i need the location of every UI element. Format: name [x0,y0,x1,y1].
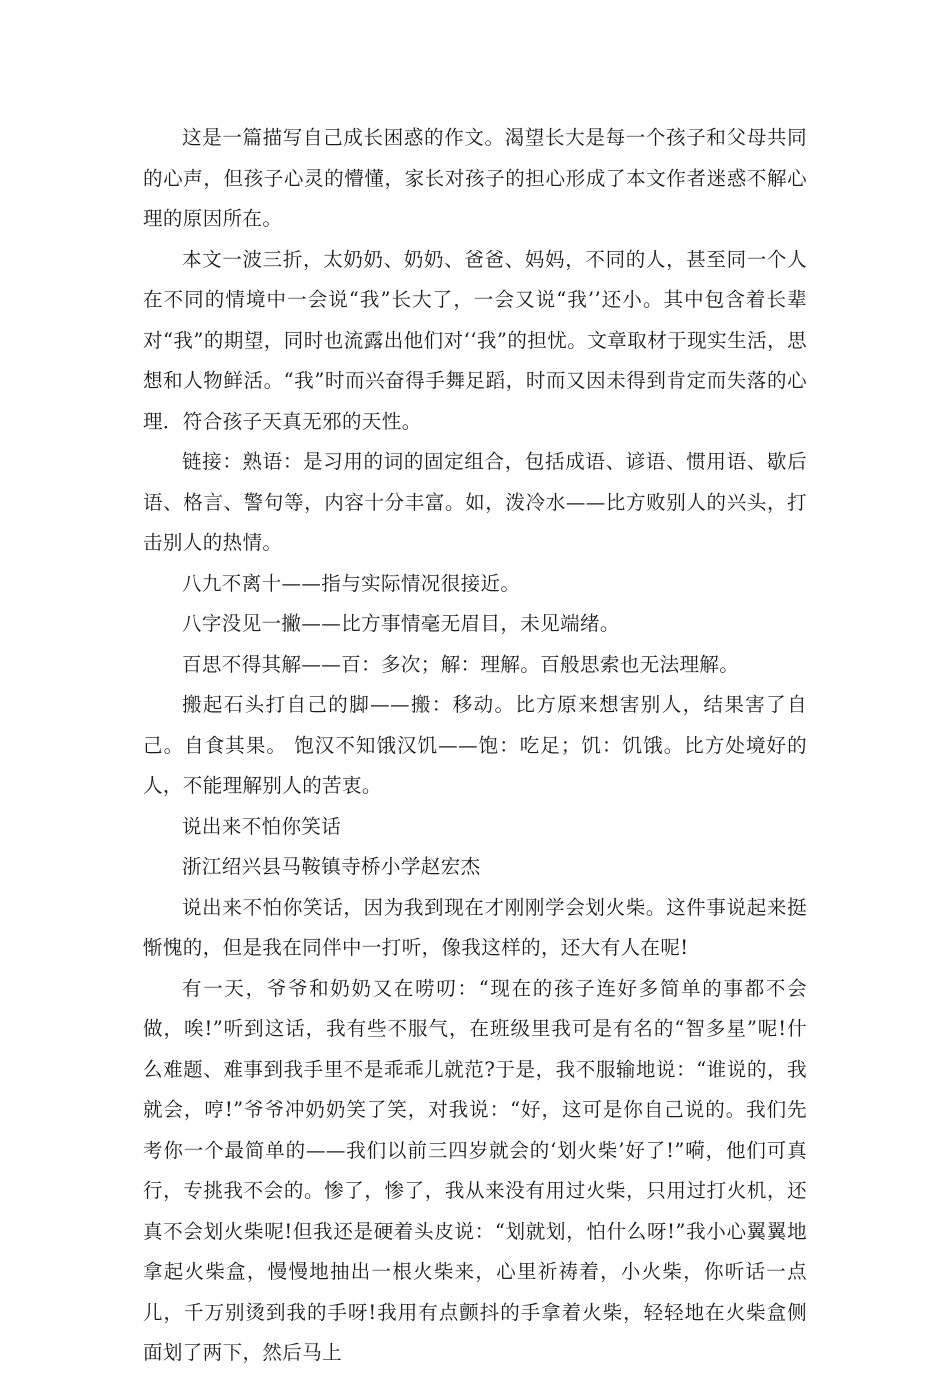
document-body [143,118,807,1374]
paragraph-idiom-2: 八字没见一撇——比方事情毫无眉目，未见端绪。 [182,612,620,635]
essay-paragraph-2: 有一天，爷爷和奶奶又在唠叨：“现在的孩子连好多简单的事都不会做，唉!”听到这话，我有些不服气，在班级里我可是有名的“智多星”呢!什么难题、难事到我手里不是乖乖儿就范?于是，我不服输地说：“谁说的，我就会，哼!”爷爷冲奶奶笑了笑，对我说：“好，这可是你自己说的。我们先考你一个最简单的——我们以前三四岁就会的‘划火柴’好了!”嗬，他们可真行，专挑我不会的。惨了，惨了，我从来没有用过火柴，只用过打火机，还真不会划火柴呢!但我还是硬着头皮说：“划就划，怕什么呀!”我小心翼翼地拿起火柴盒，慢慢地抽出一根火柴来，心里祈祷着，小火柴，你听话一点儿，千万别烫到我的手呀!我用有点颤抖的手拿着火柴，轻轻地在火柴盒侧面划了两下，然后马上 [143,976,807,1364]
paragraph-link-idioms: 链接：熟语：是习用的词的固定组合，包括成语、谚语、惯用语、歇后语、格言、警句等，内容十分丰富。如，泼冷水——比方败别人的兴头，打击别人的热情。 [143,450,807,554]
paragraph-idiom-4: 搬起石头打自己的脚——搬：移动。比方原来想害别人，结果害了自己。自食其果。 饱汉不知饿汉饥——饱：吃足；饥：饥饿。比方处境好的人，不能理解别人的苦衷。 [143,693,807,797]
paragraph-idiom-3: 百思不得其解——百：多次；解：理解。百般思索也无法理解。 [182,652,740,676]
essay-author: 浙江绍兴县马鞍镇寺桥小学赵宏杰 [182,855,481,878]
paragraph-idiom-1: 八九不离十——指与实际情况很接近。 [182,571,521,595]
essay-paragraph-1: 说出来不怕你笑话，因为我到现在才刚刚学会划火柴。这件事说起来挺惭愧的，但是我在同伴中一打听，像我这样的，还大有人在呢! [143,895,807,959]
essay-title: 说出来不怕你笑话 [182,814,342,838]
paragraph-commentary-intro: 这是一篇描写自己成长困惑的作文。渴望长大是每一个孩子和父母共同的心声，但孩子心灵的懵懂，家长对孩子的担心形成了本文作者迷惑不解心理的原因所在。 [143,126,807,230]
paragraph-commentary-analysis: 本文一波三折，太奶奶、奶奶、爸爸、妈妈，不同的人，甚至同一个人在不同的情境中一会说“我”长大了，一会又说“我’’还小。其中包含着长辈对“我”的期望，同时也流露出他们对‘‘我”的担忧。文章取材于现实生活，思想和人物鲜活。“我”时而兴奋得手舞足蹈，时而又因未得到肯定而失落的心理．符合孩子天真无邪的天性。 [143,247,807,433]
